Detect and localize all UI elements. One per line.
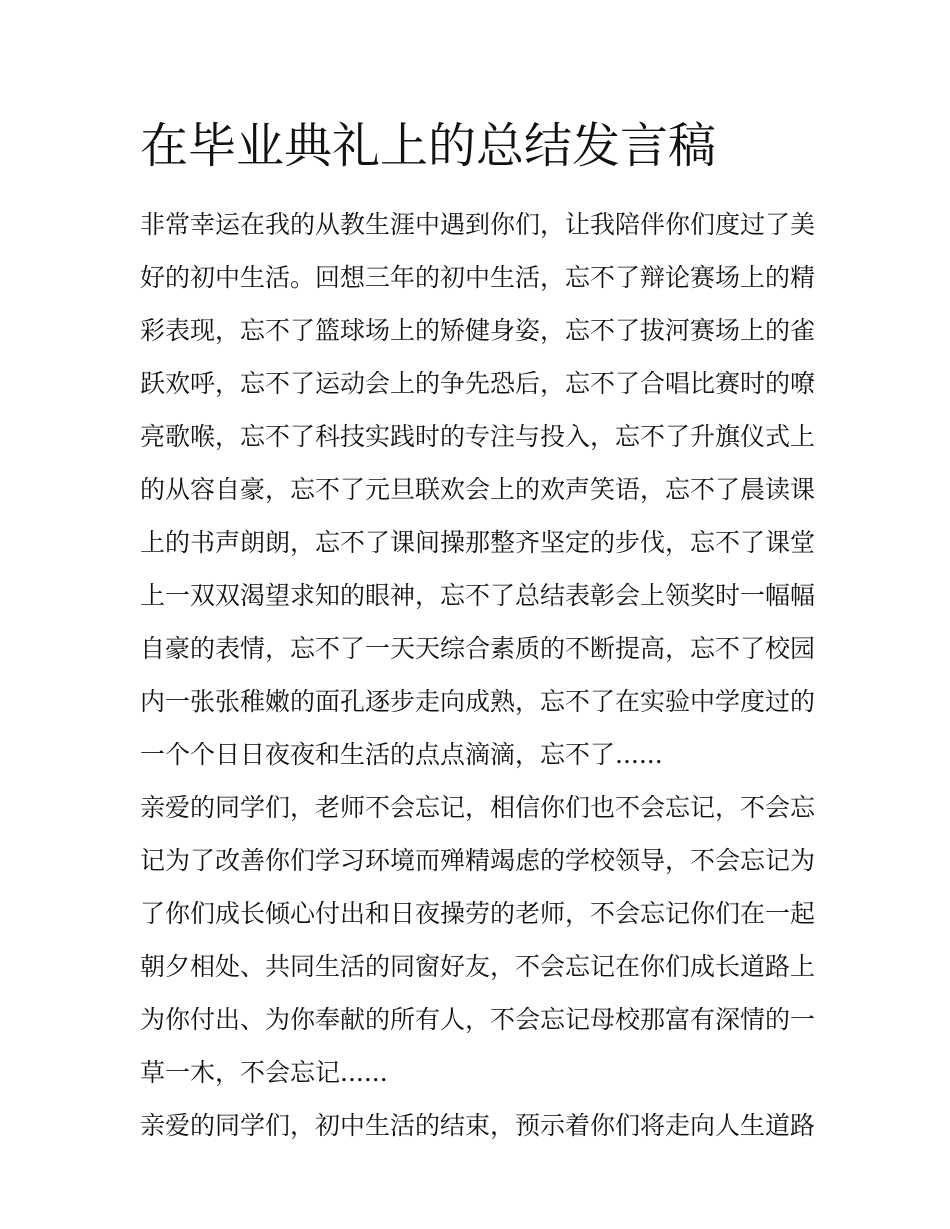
- paragraph-3: [140, 1099, 815, 1152]
- paragraph-1: [140, 198, 815, 781]
- text-line: 了你们成长倾心付出和日夜操劳的老师，不会忘记你们在一起: [140, 899, 816, 928]
- text-line: 上的书声朗朗，忘不了课间操那整齐坚定的步伐，忘不了课堂: [140, 528, 816, 557]
- text-line: 记为了改善你们学习环境而殚精竭虑的学校领导，不会忘记为: [140, 846, 816, 875]
- text-line: 一个个日日夜夜和生活的点点滴滴，忘不了......: [140, 740, 663, 769]
- text-line: 好的初中生活。回想三年的初中生活，忘不了辩论赛场上的精: [140, 263, 816, 292]
- text-line: 内一张张稚嫩的面孔逐步走向成熟，忘不了在实验中学度过的: [140, 687, 816, 716]
- text-line: 草一木，不会忘记......: [140, 1058, 388, 1087]
- paragraph-2: [140, 781, 815, 1099]
- text-line: 非常幸运在我的从教生涯中遇到你们，让我陪伴你们度过了美: [140, 210, 816, 239]
- text-line: 亲爱的同学们，初中生活的结束，预示着你们将走向人生道路: [140, 1111, 816, 1140]
- text-line: 跃欢呼，忘不了运动会上的争先恐后，忘不了合唱比赛时的嘹: [140, 369, 816, 398]
- text-line: 为你付出、为你奉献的所有人，不会忘记母校那富有深情的一: [140, 1005, 816, 1034]
- document-title: 在毕业典礼上的总结发言稿: [140, 118, 717, 174]
- text-line: 上一双双渴望求知的眼神，忘不了总结表彰会上领奖时一幅幅: [140, 581, 816, 610]
- text-line: 自豪的表情，忘不了一天天综合素质的不断提高，忘不了校园: [140, 634, 816, 663]
- text-line: 亮歌喉，忘不了科技实践时的专注与投入，忘不了升旗仪式上: [140, 422, 816, 451]
- document-body: [140, 198, 815, 1152]
- text-line: 彩表现，忘不了篮球场上的矫健身姿，忘不了拔河赛场上的雀: [140, 316, 816, 345]
- text-line: 的从容自豪，忘不了元旦联欢会上的欢声笑语，忘不了晨读课: [140, 475, 816, 504]
- text-line: 朝夕相处、共同生活的同窗好友，不会忘记在你们成长道路上: [140, 952, 816, 981]
- text-line: 亲爱的同学们，老师不会忘记，相信你们也不会忘记，不会忘: [140, 793, 816, 822]
